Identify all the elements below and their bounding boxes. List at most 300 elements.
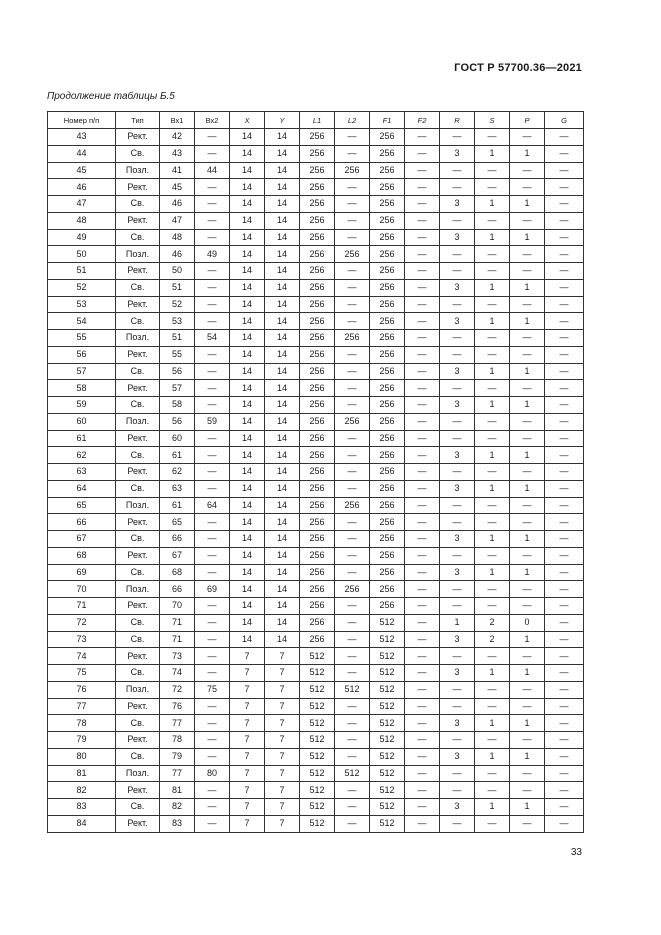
table-cell: — — [475, 648, 510, 665]
table-cell: 14 — [265, 464, 300, 481]
table-cell: 73 — [160, 648, 195, 665]
table-cell: 7 — [230, 765, 265, 782]
table-row — [48, 413, 584, 430]
table-cell: 256 — [335, 246, 370, 263]
table-row — [48, 480, 584, 497]
table-cell: — — [545, 765, 584, 782]
table-cell: 256 — [335, 497, 370, 514]
table-cell: — — [405, 799, 440, 816]
table-cell: — — [545, 564, 584, 581]
table-cell: — — [510, 581, 545, 598]
table-cell: 14 — [265, 581, 300, 598]
table-cell: — — [405, 196, 440, 213]
table-cell: 82 — [48, 782, 116, 799]
table-row — [48, 397, 584, 414]
table-cell: 7 — [265, 715, 300, 732]
table-cell: — — [440, 330, 475, 347]
table-cell: — — [545, 229, 584, 246]
table-cell: Рект. — [116, 346, 160, 363]
table-cell: 256 — [300, 380, 335, 397]
table-cell: — — [335, 179, 370, 196]
table-cell: — — [440, 129, 475, 146]
table-cell: Позл. — [116, 765, 160, 782]
table-cell: 54 — [195, 330, 230, 347]
table-cell: 1 — [510, 748, 545, 765]
table-cell: 14 — [265, 564, 300, 581]
table-cell: 14 — [230, 631, 265, 648]
table-cell: 1 — [510, 196, 545, 213]
data-table — [47, 111, 584, 833]
table-cell: — — [545, 363, 584, 380]
table-cell: 63 — [48, 464, 116, 481]
table-cell: — — [195, 229, 230, 246]
column-header-r: R — [440, 112, 475, 129]
table-cell: 14 — [230, 464, 265, 481]
table-cell: — — [335, 380, 370, 397]
table-cell: 52 — [48, 279, 116, 296]
table-cell: 512 — [335, 765, 370, 782]
table-cell: 50 — [160, 263, 195, 280]
table-cell: — — [405, 581, 440, 598]
table-cell: — — [405, 330, 440, 347]
table-cell: — — [195, 363, 230, 380]
table-cell: — — [195, 564, 230, 581]
table-cell: — — [405, 263, 440, 280]
table-cell: 256 — [370, 598, 405, 615]
table-row — [48, 380, 584, 397]
column-header-l1: L1 — [300, 112, 335, 129]
table-cell: 3 — [440, 145, 475, 162]
table-cell: 256 — [335, 330, 370, 347]
table-cell: Св. — [116, 531, 160, 548]
table-cell: — — [195, 464, 230, 481]
table-cell: — — [335, 732, 370, 749]
table-cell: 256 — [300, 313, 335, 330]
table-cell: Позл. — [116, 330, 160, 347]
table-cell: 14 — [230, 598, 265, 615]
table-cell: 3 — [440, 279, 475, 296]
table-cell: 512 — [300, 665, 335, 682]
table-cell: — — [405, 145, 440, 162]
table-cell: 61 — [160, 497, 195, 514]
table-row — [48, 799, 584, 816]
table-cell: — — [195, 782, 230, 799]
table-cell: — — [405, 614, 440, 631]
table-cell: Св. — [116, 145, 160, 162]
table-cell: 7 — [265, 681, 300, 698]
table-cell: — — [545, 631, 584, 648]
table-cell: 54 — [48, 313, 116, 330]
table-cell: 78 — [160, 732, 195, 749]
table-cell: — — [440, 246, 475, 263]
table-cell: 256 — [370, 464, 405, 481]
table-cell: 1 — [510, 313, 545, 330]
table-cell: — — [475, 246, 510, 263]
table-cell: — — [405, 380, 440, 397]
table-cell: — — [475, 346, 510, 363]
table-cell: 1 — [475, 715, 510, 732]
table-row — [48, 715, 584, 732]
table-cell: 14 — [230, 330, 265, 347]
table-cell: 3 — [440, 631, 475, 648]
table-cell: 55 — [48, 330, 116, 347]
table-cell: 3 — [440, 480, 475, 497]
table-cell: — — [545, 279, 584, 296]
table-cell: — — [545, 129, 584, 146]
table-cell: 256 — [370, 397, 405, 414]
table-cell: 48 — [160, 229, 195, 246]
table-cell: — — [475, 464, 510, 481]
table-cell: Св. — [116, 447, 160, 464]
table-cell: — — [405, 815, 440, 832]
table-cell: 256 — [300, 547, 335, 564]
table-cell: — — [195, 430, 230, 447]
table-cell: 14 — [265, 296, 300, 313]
table-cell: 2 — [475, 614, 510, 631]
table-cell: 7 — [230, 681, 265, 698]
table-cell: 256 — [370, 279, 405, 296]
table-cell: 14 — [265, 380, 300, 397]
table-cell: — — [545, 648, 584, 665]
table-cell: Рект. — [116, 263, 160, 280]
table-cell: 75 — [195, 681, 230, 698]
table-cell: 512 — [370, 631, 405, 648]
table-cell: — — [195, 631, 230, 648]
table-cell: 68 — [48, 547, 116, 564]
table-cell: Св. — [116, 313, 160, 330]
table-cell: 1 — [510, 799, 545, 816]
table-cell: 1 — [475, 229, 510, 246]
table-cell: — — [475, 179, 510, 196]
table-cell: 76 — [48, 681, 116, 698]
table-cell: 14 — [230, 413, 265, 430]
table-cell: — — [475, 815, 510, 832]
table-row — [48, 531, 584, 548]
table-row — [48, 162, 584, 179]
table-cell: 61 — [160, 447, 195, 464]
table-cell: 256 — [370, 497, 405, 514]
table-cell: Рект. — [116, 464, 160, 481]
table-cell: — — [335, 363, 370, 380]
table-row — [48, 279, 584, 296]
table-cell: 512 — [370, 648, 405, 665]
table-cell: 14 — [265, 614, 300, 631]
table-cell: — — [510, 464, 545, 481]
table-cell: 512 — [300, 698, 335, 715]
table-cell: 7 — [265, 648, 300, 665]
table-cell: — — [405, 129, 440, 146]
table-cell: — — [405, 313, 440, 330]
table-cell: Св. — [116, 715, 160, 732]
table-cell: 1 — [475, 531, 510, 548]
column-header-g: G — [545, 112, 584, 129]
table-cell: — — [475, 547, 510, 564]
table-cell: — — [335, 212, 370, 229]
table-cell: — — [545, 313, 584, 330]
table-cell: 256 — [300, 480, 335, 497]
table-cell: Рект. — [116, 815, 160, 832]
table-cell: — — [335, 129, 370, 146]
table-row — [48, 313, 584, 330]
table-cell: — — [440, 732, 475, 749]
table-cell: 256 — [300, 129, 335, 146]
table-cell: — — [405, 363, 440, 380]
table-cell: 1 — [510, 665, 545, 682]
table-cell: Св. — [116, 397, 160, 414]
table-cell: — — [195, 129, 230, 146]
table-cell: — — [195, 748, 230, 765]
table-cell: 1 — [510, 480, 545, 497]
table-cell: — — [510, 765, 545, 782]
table-cell: 82 — [160, 799, 195, 816]
table-cell: — — [545, 547, 584, 564]
table-cell: 512 — [300, 681, 335, 698]
table-cell: 512 — [335, 681, 370, 698]
table-cell: Рект. — [116, 430, 160, 447]
table-cell: 14 — [265, 263, 300, 280]
table-cell: — — [405, 698, 440, 715]
table-cell: 1 — [475, 799, 510, 816]
table-cell: 64 — [195, 497, 230, 514]
table-cell: 14 — [265, 397, 300, 414]
table-cell: 62 — [48, 447, 116, 464]
table-row — [48, 263, 584, 280]
table-cell: — — [440, 765, 475, 782]
table-cell: 7 — [265, 799, 300, 816]
table-cell: 1 — [510, 531, 545, 548]
table-cell: 14 — [265, 430, 300, 447]
table-cell: 1 — [510, 715, 545, 732]
table-cell: — — [545, 162, 584, 179]
table-cell: Рект. — [116, 782, 160, 799]
table-cell: — — [195, 196, 230, 213]
table-cell: 256 — [300, 296, 335, 313]
table-cell: — — [545, 681, 584, 698]
table-cell: — — [545, 263, 584, 280]
table-cell: Позл. — [116, 162, 160, 179]
table-cell: — — [510, 179, 545, 196]
table-cell: — — [335, 598, 370, 615]
table-cell: 256 — [370, 145, 405, 162]
table-cell: — — [510, 782, 545, 799]
table-cell: — — [475, 162, 510, 179]
table-cell: 14 — [230, 346, 265, 363]
table-cell: — — [440, 598, 475, 615]
table-cell: Рект. — [116, 732, 160, 749]
table-cell: 47 — [48, 196, 116, 213]
table-cell: 68 — [160, 564, 195, 581]
table-cell: 64 — [48, 480, 116, 497]
table-cell: 14 — [230, 196, 265, 213]
table-cell: 256 — [300, 430, 335, 447]
table-cell: Рект. — [116, 212, 160, 229]
table-row — [48, 363, 584, 380]
table-cell: 14 — [230, 564, 265, 581]
table-cell: — — [405, 547, 440, 564]
table-cell: 51 — [160, 330, 195, 347]
table-cell: 14 — [230, 380, 265, 397]
table-cell: — — [545, 464, 584, 481]
table-cell: 62 — [160, 464, 195, 481]
table-cell: — — [335, 799, 370, 816]
table-cell: 1 — [510, 145, 545, 162]
table-cell: 512 — [370, 681, 405, 698]
table-cell: 74 — [48, 648, 116, 665]
table-cell: 56 — [160, 413, 195, 430]
table-cell: — — [405, 397, 440, 414]
table-cell: 14 — [230, 313, 265, 330]
table-cell: 512 — [370, 614, 405, 631]
table-cell: — — [440, 581, 475, 598]
table-cell: — — [475, 129, 510, 146]
table-cell: — — [440, 296, 475, 313]
table-cell: Позл. — [116, 581, 160, 598]
table-cell: 7 — [230, 648, 265, 665]
table-cell: — — [335, 564, 370, 581]
table-cell: — — [545, 531, 584, 548]
table-cell: 1 — [475, 363, 510, 380]
table-cell: 71 — [48, 598, 116, 615]
table-cell: 1 — [475, 665, 510, 682]
table-row — [48, 547, 584, 564]
table-row — [48, 330, 584, 347]
table-cell: — — [405, 732, 440, 749]
table-cell: 1 — [475, 480, 510, 497]
table-cell: — — [335, 480, 370, 497]
column-header-x: X — [230, 112, 265, 129]
table-cell: 512 — [370, 698, 405, 715]
table-cell: 2 — [475, 631, 510, 648]
table-cell: 256 — [300, 363, 335, 380]
table-cell: — — [195, 547, 230, 564]
table-cell: 71 — [160, 631, 195, 648]
table-cell: 256 — [370, 564, 405, 581]
table-cell: — — [545, 413, 584, 430]
table-cell: — — [335, 313, 370, 330]
document-standard-number: ГОСТ Р 57700.36—2021 — [454, 62, 582, 74]
table-cell: 63 — [160, 480, 195, 497]
table-cell: 1 — [510, 447, 545, 464]
table-cell: — — [405, 564, 440, 581]
table-cell: 14 — [230, 363, 265, 380]
table-cell: — — [195, 648, 230, 665]
table-cell: 256 — [370, 313, 405, 330]
table-cell: 512 — [370, 799, 405, 816]
table-cell: — — [510, 598, 545, 615]
table-cell: — — [405, 447, 440, 464]
table-cell: 14 — [230, 581, 265, 598]
table-cell: Позл. — [116, 246, 160, 263]
table-cell: 14 — [230, 162, 265, 179]
table-cell: — — [475, 430, 510, 447]
table-row — [48, 196, 584, 213]
table-cell: 256 — [370, 162, 405, 179]
table-cell: — — [475, 212, 510, 229]
table-row — [48, 497, 584, 514]
table-cell: — — [545, 380, 584, 397]
column-header-y: Y — [265, 112, 300, 129]
table-cell: — — [510, 263, 545, 280]
table-cell: — — [545, 480, 584, 497]
table-cell: — — [510, 732, 545, 749]
table-cell: 256 — [300, 614, 335, 631]
table-cell: — — [510, 212, 545, 229]
table-cell: Рект. — [116, 514, 160, 531]
table-cell: Позл. — [116, 413, 160, 430]
table-cell: — — [475, 263, 510, 280]
table-cell: — — [475, 514, 510, 531]
table-cell: 81 — [160, 782, 195, 799]
table-cell: 256 — [300, 497, 335, 514]
table-cell: — — [545, 447, 584, 464]
table-cell: — — [335, 614, 370, 631]
table-cell: 14 — [265, 631, 300, 648]
table-cell: 60 — [48, 413, 116, 430]
table-cell: — — [335, 196, 370, 213]
table-cell: 44 — [48, 145, 116, 162]
table-cell: 14 — [230, 229, 265, 246]
table-cell: 1 — [510, 397, 545, 414]
column-header-type: Тип — [116, 112, 160, 129]
table-cell: — — [405, 782, 440, 799]
table-cell: — — [545, 715, 584, 732]
table-cell: — — [545, 614, 584, 631]
table-row — [48, 614, 584, 631]
table-cell: — — [440, 547, 475, 564]
table-cell: — — [335, 464, 370, 481]
table-cell: 78 — [48, 715, 116, 732]
table-cell: 512 — [300, 815, 335, 832]
table-cell: 14 — [230, 145, 265, 162]
table-cell: 14 — [230, 296, 265, 313]
table-cell: Св. — [116, 279, 160, 296]
table-cell: 3 — [440, 564, 475, 581]
table-cell: 256 — [370, 196, 405, 213]
table-cell: — — [510, 430, 545, 447]
table-cell: 7 — [230, 732, 265, 749]
table-cell: 42 — [160, 129, 195, 146]
table-cell: 1 — [510, 631, 545, 648]
table-cell: 66 — [160, 581, 195, 598]
table-cell: 256 — [370, 413, 405, 430]
table-cell: — — [440, 681, 475, 698]
table-cell: 1 — [510, 279, 545, 296]
table-cell: — — [335, 447, 370, 464]
table-cell: 69 — [48, 564, 116, 581]
table-cell: 256 — [370, 480, 405, 497]
table-cell: 256 — [335, 413, 370, 430]
table-cell: — — [440, 263, 475, 280]
table-cell: 14 — [265, 480, 300, 497]
table-cell: 79 — [48, 732, 116, 749]
table-cell: — — [475, 380, 510, 397]
table-cell: 83 — [160, 815, 195, 832]
table-cell: — — [545, 430, 584, 447]
table-cell: — — [335, 665, 370, 682]
table-cell: — — [545, 196, 584, 213]
table-cell: — — [545, 246, 584, 263]
table-cell: 60 — [160, 430, 195, 447]
table-cell: — — [335, 346, 370, 363]
table-cell: 14 — [265, 413, 300, 430]
table-cell: 77 — [160, 765, 195, 782]
table-cell: — — [405, 681, 440, 698]
table-cell: — — [440, 162, 475, 179]
table-cell: 7 — [265, 698, 300, 715]
table-cell: 256 — [300, 346, 335, 363]
table-cell: — — [440, 698, 475, 715]
table-row — [48, 346, 584, 363]
